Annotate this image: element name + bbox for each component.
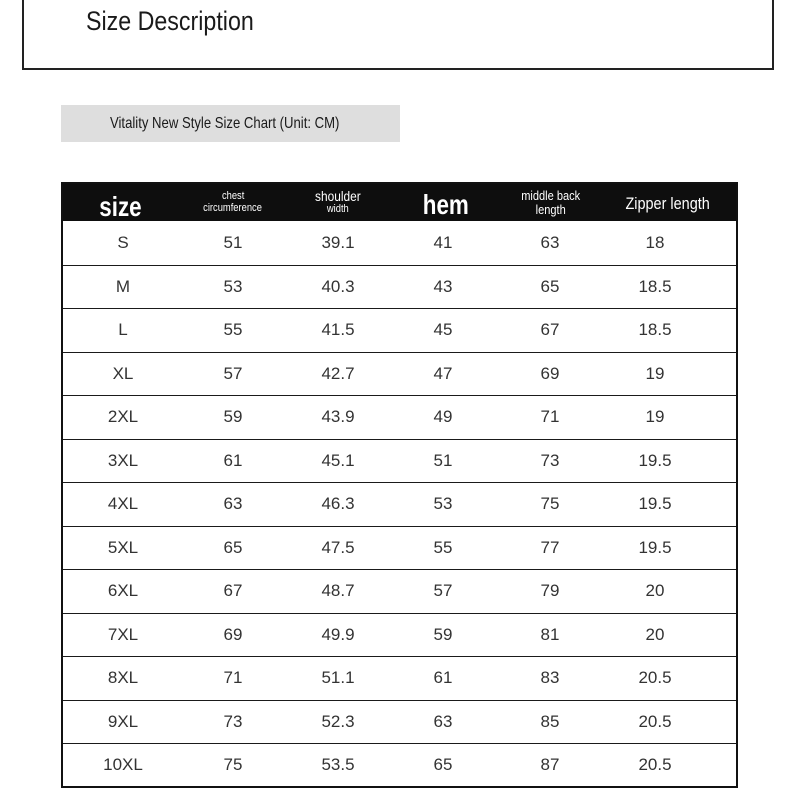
table-cell-chest: 71 [223,668,243,688]
table-cell-zipper: 19.5 [638,494,672,514]
subtitle-band [61,105,400,142]
table-cell-zipper: 18.5 [638,276,672,296]
table-cell-size: XL [112,363,134,383]
header-zipper-label: Zipper length [625,194,711,214]
header-hem-label: hem [422,188,469,220]
table-cell-zipper: 20 [645,581,665,601]
table-cell-back: 83 [540,668,560,688]
table-cell-chest: 59 [223,407,243,427]
table-cell-hem: 49 [433,407,453,427]
header-size-label: size [99,190,142,222]
table-cell-shoulder: 45.1 [321,450,355,470]
table-cell-zipper: 19.5 [638,537,672,557]
table-cell-size: 4XL [107,494,139,514]
table-row [63,482,736,526]
header-chest-line1: chest [221,189,245,202]
table-cell-hem: 41 [433,232,453,252]
header-back-line2: length [535,201,566,217]
table-cell-shoulder: 47.5 [321,537,355,557]
size-chart-table [61,182,738,788]
table-cell-back: 79 [540,581,560,601]
table-cell-back: 67 [540,320,560,340]
table-cell-size: 6XL [107,581,139,601]
table-cell-size: 5XL [107,537,139,557]
table-row [63,700,736,744]
table-cell-size: 9XL [107,711,139,731]
table-cell-chest: 69 [223,624,243,644]
table-cell-zipper: 20.5 [638,711,672,731]
table-cell-shoulder: 41.5 [321,320,355,340]
table-cell-shoulder: 43.9 [321,407,355,427]
table-cell-size: M [115,276,131,296]
table-cell-zipper: 18 [645,232,665,252]
table-cell-back: 81 [540,624,560,644]
table-cell-hem: 59 [433,624,453,644]
table-row [63,656,736,700]
table-cell-back: 63 [540,232,560,252]
header-back-line1: middle back [521,187,580,203]
table-cell-shoulder: 49.9 [321,624,355,644]
table-cell-size: 7XL [107,624,139,644]
table-cell-hem: 63 [433,711,453,731]
table-cell-back: 65 [540,276,560,296]
table-cell-chest: 61 [223,450,243,470]
table-row [63,613,736,657]
header-zipper [598,184,738,221]
table-cell-size: 3XL [107,450,139,470]
table-cell-chest: 51 [223,232,243,252]
header-size [63,184,178,221]
table-cell-chest: 73 [223,711,243,731]
table-cell-chest: 75 [223,755,243,775]
page-title: Size Description [86,6,254,36]
table-cell-zipper: 20.5 [638,668,672,688]
table-cell-zipper: 19 [645,363,665,383]
table-cell-shoulder: 39.1 [321,232,355,252]
table-cell-hem: 53 [433,494,453,514]
table-cell-chest: 55 [223,320,243,340]
table-cell-shoulder: 53.5 [321,755,355,775]
table-cell-back: 75 [540,494,560,514]
table-cell-size: 10XL [103,755,143,775]
table-cell-back: 87 [540,755,560,775]
table-row [63,743,736,787]
table-cell-zipper: 20.5 [638,755,672,775]
table-cell-hem: 57 [433,581,453,601]
table-row [63,265,736,309]
table-row [63,352,736,396]
table-cell-back: 71 [540,407,560,427]
table-cell-shoulder: 48.7 [321,581,355,601]
table-cell-zipper: 18.5 [638,320,672,340]
header-chest [178,184,288,221]
table-cell-back: 69 [540,363,560,383]
table-cell-chest: 67 [223,581,243,601]
table-cell-zipper: 19.5 [638,450,672,470]
table-cell-size: 2XL [107,407,139,427]
table-cell-shoulder: 40.3 [321,276,355,296]
table-cell-hem: 65 [433,755,453,775]
header-shoulder-line2: width [327,203,349,216]
table-row [63,439,736,483]
header-chest-line2: circumference [203,201,263,214]
table-cell-shoulder: 46.3 [321,494,355,514]
header-hem [388,184,503,221]
table-cell-shoulder: 51.1 [321,668,355,688]
table-cell-shoulder: 42.7 [321,363,355,383]
table-cell-hem: 51 [433,450,453,470]
table-cell-back: 73 [540,450,560,470]
table-header [63,184,736,221]
table-row [63,308,736,352]
table-row [63,395,736,439]
table-cell-hem: 47 [433,363,453,383]
chart-subtitle: Vitality New Style Size Chart (Unit: CM) [110,115,340,132]
title-frame [22,0,774,70]
table-cell-zipper: 19 [645,407,665,427]
table-cell-chest: 53 [223,276,243,296]
table-cell-size: L [118,320,128,340]
table-cell-hem: 55 [433,537,453,557]
table-row [63,569,736,613]
table-cell-hem: 45 [433,320,453,340]
table-row [63,526,736,570]
table-cell-shoulder: 52.3 [321,711,355,731]
table-cell-size: S [117,232,129,252]
table-cell-back: 85 [540,711,560,731]
table-cell-zipper: 20 [645,624,665,644]
table-cell-chest: 65 [223,537,243,557]
header-shoulder [288,184,388,221]
table-cell-chest: 63 [223,494,243,514]
table-cell-chest: 57 [223,363,243,383]
table-cell-size: 8XL [107,668,139,688]
table-row [63,221,736,265]
table-cell-hem: 61 [433,668,453,688]
header-shoulder-line1: shoulder [315,188,361,205]
header-back [503,184,598,221]
table-cell-hem: 43 [433,276,453,296]
table-cell-back: 77 [540,537,560,557]
